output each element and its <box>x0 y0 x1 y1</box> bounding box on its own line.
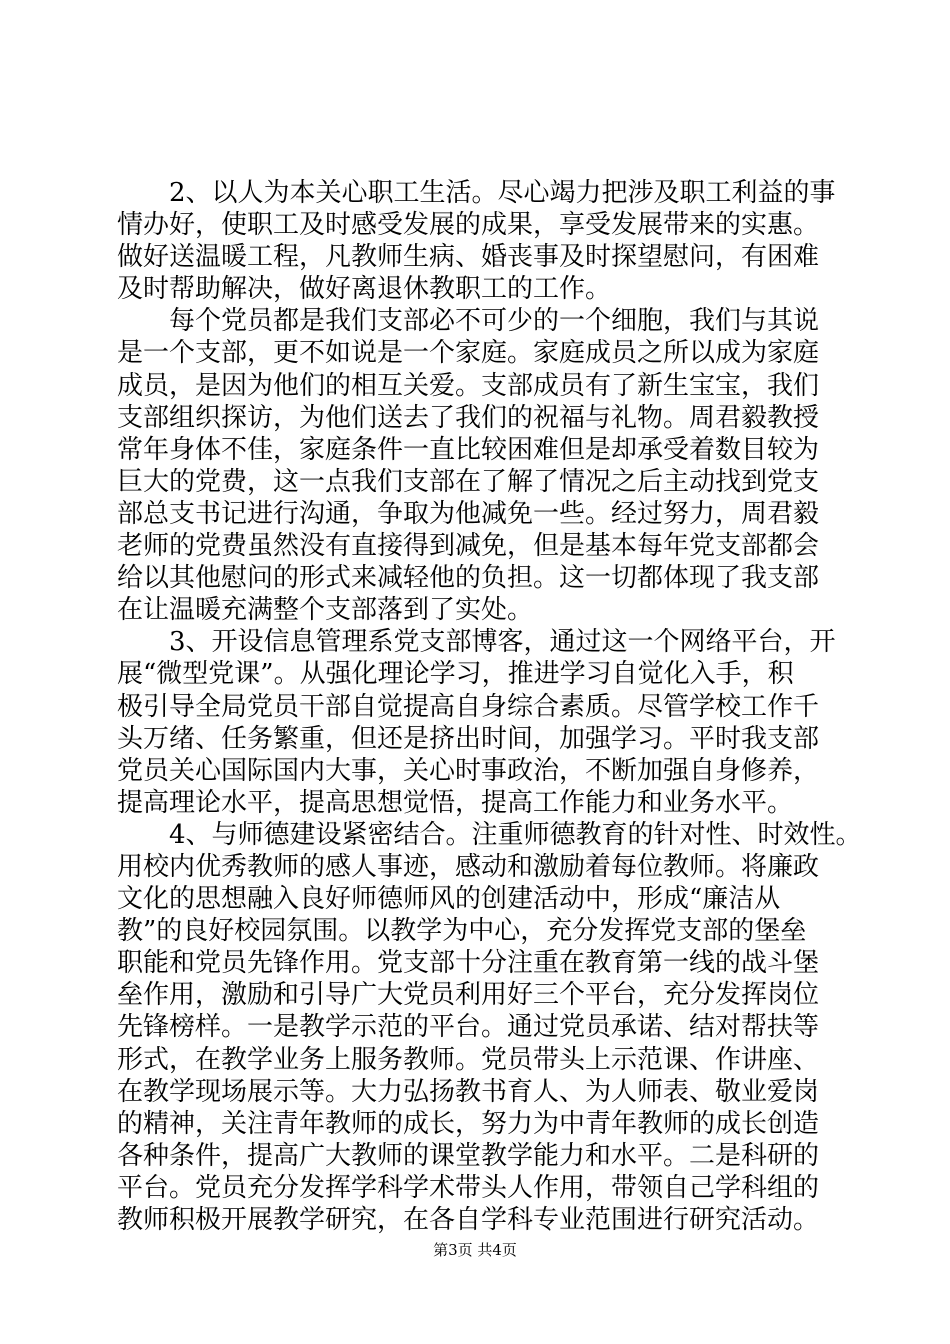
text-line: 给以其他慰问的形式来减轻他的负担。这一切都体现了我支部 <box>117 563 820 594</box>
page-number-footer: 第3页 共4页 <box>433 1241 517 1259</box>
text-line: 极引导全局党员干部自觉提高自身综合素质。尽管学校工作千 <box>117 691 820 722</box>
text-line: 巨大的党费，这一点我们支部在了解了情况之后主动找到党支 <box>117 466 820 497</box>
text-line: 每个党员都是我们支部必不可少的一个细胞，我们与其说 <box>169 306 820 337</box>
text-line: 先锋榜样。一是教学示范的平台。通过党员承诺、结对帮扶等 <box>117 1012 820 1043</box>
text-line: 平台。党员充分发挥学科学术带头人作用，带领自己学科组的 <box>117 1172 820 1203</box>
text-line: 老师的党费虽然没有直接得到减免，但是基本每年党支部都会 <box>117 531 820 562</box>
text-line: 垒作用，激励和引导广大党员利用好三个平台，充分发挥岗位 <box>117 980 820 1011</box>
text-line: 文化的思想融入良好师德师风的创建活动中，形成“廉洁从 <box>117 884 781 915</box>
text-line: 3、开设信息管理系党支部博客，通过这一个网络平台，开 <box>169 627 836 658</box>
text-line: 用校内优秀教师的感人事迹，感动和激励着每位教师。将廉政 <box>117 851 820 882</box>
text-line: 各种条件，提高广大教师的课堂教学能力和水平。二是科研的 <box>117 1140 820 1171</box>
text-line: 的精神，关注青年教师的成长，努力为中青年教师的成长创造 <box>117 1108 820 1139</box>
text-line: 是一个支部，更不如说是一个家庭。家庭成员之所以成为家庭 <box>117 338 820 369</box>
text-line: 2、以人为本关心职工生活。尽心竭力把涉及职工利益的事 <box>169 178 836 208</box>
text-line: 常年身体不佳，家庭条件一直比较困难但是却承受着数目较为 <box>117 434 820 465</box>
text-line: 形式，在教学业务上服务教师。党员带头上示范课、作讲座、 <box>117 1044 820 1075</box>
text-line: 职能和党员先锋作用。党支部十分注重在教育第一线的战斗堡 <box>117 948 820 979</box>
text-line: 头万绪、任务繁重，但还是挤出时间，加强学习。平时我支部 <box>117 723 820 754</box>
text-line: 在教学现场展示等。大力弘扬教书育人、为人师表、敬业爱岗 <box>117 1076 820 1107</box>
document-body <box>117 177 862 1236</box>
text-line: 4、与师德建设紧密结合。注重师德教育的针对性、时效性。 <box>169 819 862 850</box>
text-line: 部总支书记进行沟通，争取为他减免一些。经过努力，周君毅 <box>117 498 820 529</box>
text-line: 成员，是因为他们的相互关爱。支部成员有了新生宝宝，我们 <box>117 370 820 401</box>
text-line: 做好送温暖工程，凡教师生病、婚丧事及时探望慰问，有困难 <box>117 242 820 273</box>
text-line: 及时帮助解决，做好离退休教职工的工作。 <box>117 274 612 305</box>
text-line: 在让温暖充满整个支部落到了实处。 <box>117 595 534 626</box>
text-line: 党员关心国际国内大事，关心时事政治，不断加强自身修养， <box>117 755 820 786</box>
text-line: 展“微型党课”。从强化理论学习，推进学习自觉化入手，积 <box>117 659 794 690</box>
text-line: 教”的良好校园氛围。以教学为中心，充分发挥党支部的堡垒 <box>117 916 807 947</box>
text-line: 情办好，使职工及时感受发展的成果，享受发展带来的实惠。 <box>117 210 820 241</box>
text-line: 支部组织探访，为他们送去了我们的祝福与礼物。周君毅教授 <box>117 402 820 433</box>
text-line: 提高理论水平，提高思想觉悟，提高工作能力和业务水平。 <box>117 787 794 818</box>
text-line: 教师积极开展教学研究，在各自学科专业范围进行研究活动。 <box>117 1205 820 1235</box>
